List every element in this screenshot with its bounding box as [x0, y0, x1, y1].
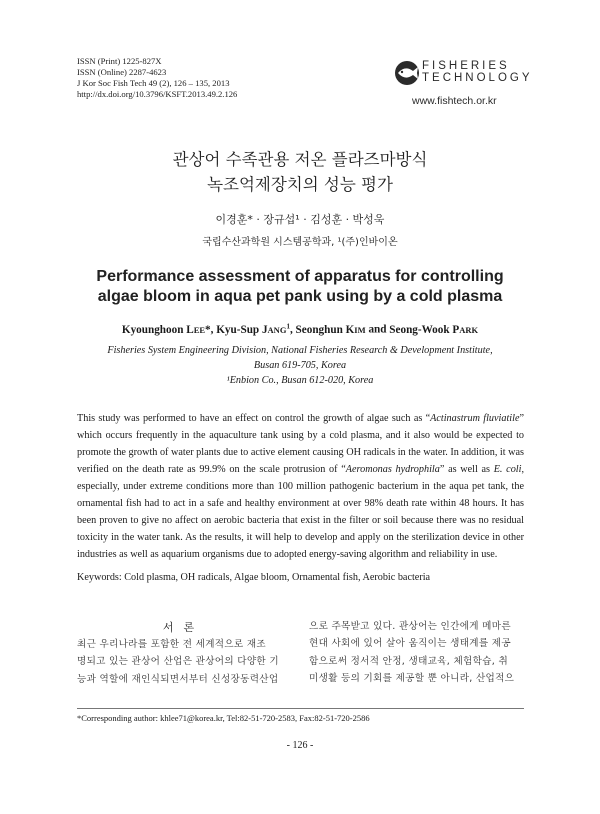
affiliation-line-2: Busan 619-705, Korea — [253, 360, 347, 371]
english-authors: Kyounghoon LEE*, Kyu-Sup JANG$^1$, Seonghun KIM and Seong-Wook PARK — [121, 322, 479, 336]
korean-title-line-2: 녹조억제장치의 성능 평가 — [207, 175, 393, 194]
keywords: Keywords: Cold plasma, OH radicals, Algae bloom, Ornamental fish, Aerobic bacteria — [77, 572, 431, 583]
korean-affiliation: 국립수산과학원 시스템공학과, ¹(주)인바이온 — [202, 237, 398, 248]
english-affiliation — [0, 343, 600, 388]
logo-line-1: FISHERIES — [422, 60, 510, 72]
footnote-divider — [77, 708, 524, 709]
body-line: 함으로써 정서적 안정, 생태교육, 체험학습, 취 — [309, 655, 509, 667]
section-heading-introduction: 서론 — [162, 621, 205, 634]
author-3: Seonghun KIM — [295, 323, 366, 336]
abstract: This study was performed to have an effect on control the growth of algae such as “Actinastrum fluviatile” which occurs frequently in the aquaculture tank using by a cold plasma, and it also would be expected to promote the growth of water plants due to active element causing OH radicals in the water. In addition, it was verified on the death rate as 99.9% on the scale protrusion of “Aeromonas hydrophila” as well as E. coli, especially, under extreme conditions more than 100 million pathogenic bacterium in the aqua pet tank, the ornamental fish had to act in a safe and healthy environment at over 98% death rate within 48 hours. It has been proven to give no affect on aerobic bacteria that exist in the filter or soil because there was no residual toxicity in the water tank. As the results, it will help to develop and apply on the sterilization device in other industries as well as aquarium organisms due to adopted energy-saving algorithm and reliability in use. — [77, 413, 525, 560]
body-line: 최근 우리나라를 포함한 전 세계적으로 재조 — [77, 639, 266, 650]
body-left-column — [77, 636, 292, 688]
body-line: 능과 역할에 재인식되면서부터 신성장동력산업 — [77, 673, 279, 685]
journal-meta — [77, 56, 237, 100]
corresponding-author-footnote: *Corresponding author: khlee71@korea.kr, Tel:82-51-720-2583, Fax:82-51-720-2586 — [77, 713, 370, 723]
species-name: E. coli — [493, 464, 522, 475]
journal-url[interactable]: www.fishtech.or.kr — [412, 95, 497, 107]
affiliation-line-3: ¹Enbion Co., Busan 612-020, Korea — [226, 375, 374, 386]
english-title-line-1: Performance assessment of apparatus for controlling — [96, 268, 504, 285]
author-4: Seong-Wook PARK — [389, 323, 479, 336]
author-1: Kyounghoon LEE* — [121, 323, 211, 336]
logo-line-2: TECHNOLOGY — [422, 72, 533, 84]
korean-title-line-1: 관상어 수족관용 저온 플라즈마방식 — [172, 150, 428, 169]
species-name: Aeromonas hydrophila — [345, 464, 440, 475]
logo-wordmark — [422, 60, 533, 84]
korean-authors: 이경훈* · 장규섭¹ · 김성훈 · 박성욱 — [215, 213, 385, 226]
doi-link[interactable]: http://dx.doi.org/10.3796/KSFT.2013.49.2.126 — [77, 89, 238, 99]
affiliation-line-1: Fisheries System Engineering Division, National Fisheries Research & Development Institute, — [107, 345, 493, 356]
page-number: - 126 - — [286, 740, 314, 751]
issn-print: ISSN (Print) 1225-827X — [77, 56, 162, 66]
fish-icon — [395, 61, 419, 85]
author-2: Kyu-Sup JANG$^1$ — [216, 322, 290, 336]
citation: J Kor Soc Fish Tech 49 (2), 126 – 135, 2013 — [77, 78, 230, 88]
body-line: 으로 주목받고 있다. 관상어는 인간에게 메마른 — [309, 621, 511, 632]
body-line: 명되고 있는 관상어 산업은 관상어의 다양한 기 — [77, 656, 279, 668]
body-line: 현대 사회에 있어 살아 움직이는 생태계를 제공 — [309, 638, 511, 650]
species-name: Actinastrum fluviatile — [430, 413, 520, 424]
issn-online: ISSN (Online) 2287-4623 — [77, 67, 167, 77]
body-right-column — [309, 618, 527, 688]
english-title-line-2: algae bloom in aqua pet pank using by a cold plasma — [97, 288, 503, 305]
body-line: 미생활 등의 기회를 제공할 뿐 아니라, 산업적으 — [309, 673, 515, 685]
